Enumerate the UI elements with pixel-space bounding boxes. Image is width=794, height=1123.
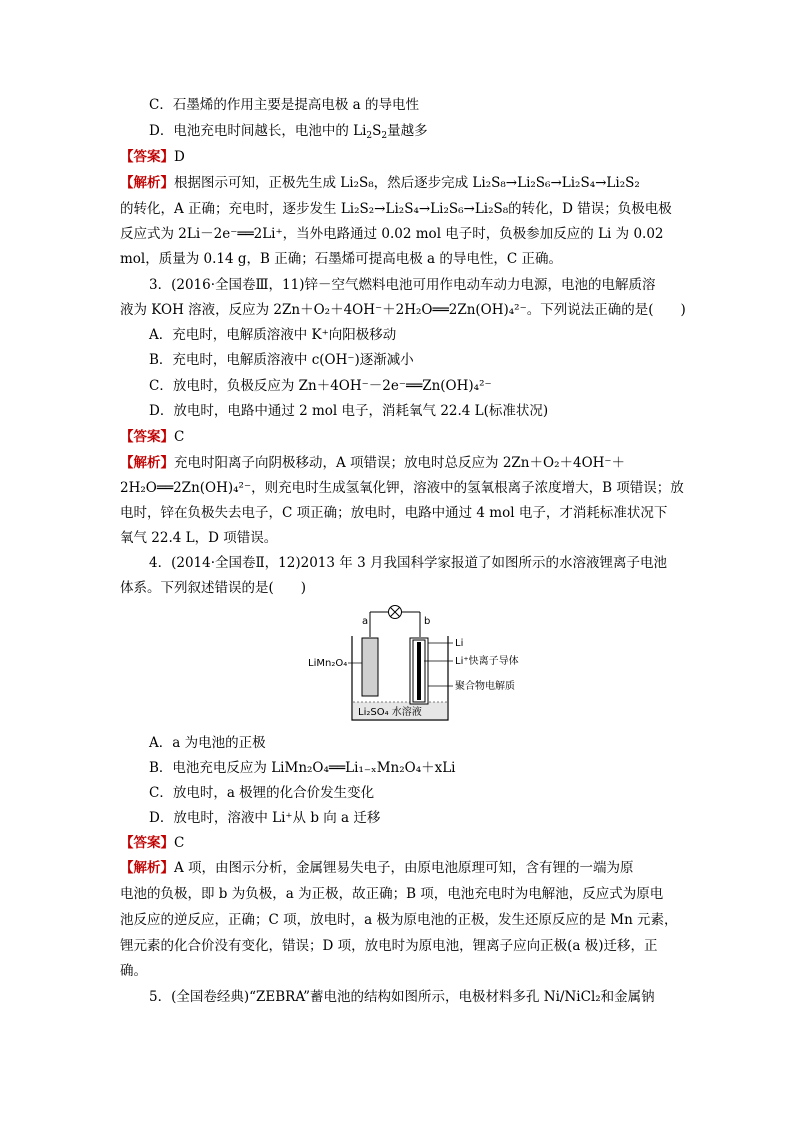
- q3-stem-line-1: 3．(2016·全国卷Ⅲ，11)锌－空气燃料电池可用作电动车动力电源，电池的电解质溶: [149, 277, 656, 293]
- label-polymer: 聚合物电解质: [455, 681, 515, 692]
- q3-stem-line-2: 液为 KOH 溶液，反应为 2Zn＋O₂＋4OH⁻＋2H₂O══2Zn(OH)₄²⁻。下列说法正确的是( ): [120, 302, 686, 318]
- battery-diagram: [300, 602, 520, 724]
- lithium-metal: [417, 642, 421, 700]
- q4-analysis-line-2: 电池的负极，即 b 为负极，a 为正极，故正确；B 项，电池充电时为电解池，反应式为原电: [120, 886, 664, 902]
- q2-analysis-line-1: 【解析】根据图示可知，正极先生成 Li₂S₈，然后逐步完成 Li₂S₈→Li₂S₆→Li₂S₄→Li₂S₂: [120, 175, 640, 191]
- q4-analysis-line-4: 锂元素的化合价没有变化，错误；D 项，放电时为原电池，锂离子应向正极(a 极)迁移，正: [120, 938, 658, 954]
- label-li: Li: [455, 638, 464, 649]
- q4-stem-line-1: 4．(2014·全国卷Ⅱ，12)2013 年 3 月我国科学家报道了如图所示的水溶液锂离子电池: [149, 555, 667, 571]
- electrode-a: [362, 638, 378, 696]
- q3-analysis-line-1: 【解析】充电时阳离子向阴极移动，A 项错误；放电时总反应为 2Zn＋O₂＋4OH⁻＋: [120, 455, 626, 471]
- q4-option-c: C．放电时，a 极锂的化合价发生变化: [149, 785, 375, 801]
- label-limn2o4: LiMn₂O₄: [308, 658, 348, 669]
- q2-option-c: C．石墨烯的作用主要是提高电极 a 的导电性: [149, 97, 419, 113]
- q3-analysis-line-2: 2H₂O══2Zn(OH)₄²⁻，则充电时生成氢氧化钾，溶液中的氢氧根离子浓度增大，B 项错误；放: [120, 480, 684, 496]
- q4-answer: 【答案】C: [120, 835, 185, 851]
- q4-option-b: B．电池充电反应为 LiMn₂O₄══Li₁₋ₓMn₂O₄＋xLi: [149, 760, 456, 776]
- q2-option-d: D．电池充电时间越长，电池中的 $Li_2S_2$量越多: [149, 123, 428, 141]
- q3-option-c: C．放电时，负极反应为 Zn＋4OH⁻－2e⁻══Zn(OH)₄²⁻: [149, 378, 492, 394]
- label-solution: Li₂SO₄ 水溶液: [358, 707, 422, 718]
- q2-answer: 【答案】D: [120, 149, 185, 165]
- q4-analysis-line-1: 【解析】A 项，由图示分析，金属锂易失电子，由原电池原理可知，含有锂的一端为原: [120, 860, 634, 876]
- q3-option-a: A．充电时，电解质溶液中 K⁺向阳极移动: [149, 327, 397, 343]
- q3-answer: 【答案】C: [120, 429, 185, 445]
- q4-stem-line-2: 体系。下列叙述错误的是( ): [120, 580, 307, 596]
- q2-analysis-line-2: 的转化，A 正确；充电时，逐步发生 Li₂S₂→Li₂S₄→Li₂S₆→Li₂S₈的转化，D 错误；负极电极: [120, 201, 672, 217]
- label-b: b: [424, 616, 431, 627]
- label-a: a: [362, 616, 369, 627]
- q2-analysis-line-4: mol，质量为 0.14 g，B 正确；石墨烯可提高电极 a 的导电性，C 正确。: [120, 251, 562, 267]
- q3-analysis-line-4: 氧气 22.4 L，D 项错误。: [120, 530, 278, 546]
- q2-analysis-line-3: 反应式为 2Li－2e⁻══2Li⁺，当外电路通过 0.02 mol 电子时，负极参加反应的 Li 为 0.02: [120, 226, 664, 242]
- q4-analysis-line-3: 池反应的逆反应，正确；C 项，放电时，a 极为原电池的正极，发生还原反应的是 Mn 元素，: [120, 912, 678, 928]
- q4-analysis-line-5: 确。: [120, 963, 147, 979]
- q3-option-b: B．充电时，电解质溶液中 c(OH⁻)逐渐减小: [149, 352, 414, 368]
- q4-option-d: D．放电时，溶液中 Li⁺从 b 向 a 迁移: [149, 810, 381, 826]
- q4-option-a: A．a 为电池的正极: [149, 735, 266, 751]
- q5-stem-line-1: 5．(全国卷经典)“ZEBRA”蓄电池的结构如图所示，电极材料多孔 Ni/NiCl₂和金属钠: [149, 989, 655, 1005]
- q3-analysis-line-3: 电时，锌在负极失去电子，C 项正确；放电时，电路中通过 4 mol 电子，才消耗标准状况下: [120, 505, 668, 521]
- q3-option-d: D．放电时，电路中通过 2 mol 电子，消耗氧气 22.4 L(标准状况): [149, 403, 549, 419]
- label-conductor: Li⁺快离子导体: [455, 656, 519, 667]
